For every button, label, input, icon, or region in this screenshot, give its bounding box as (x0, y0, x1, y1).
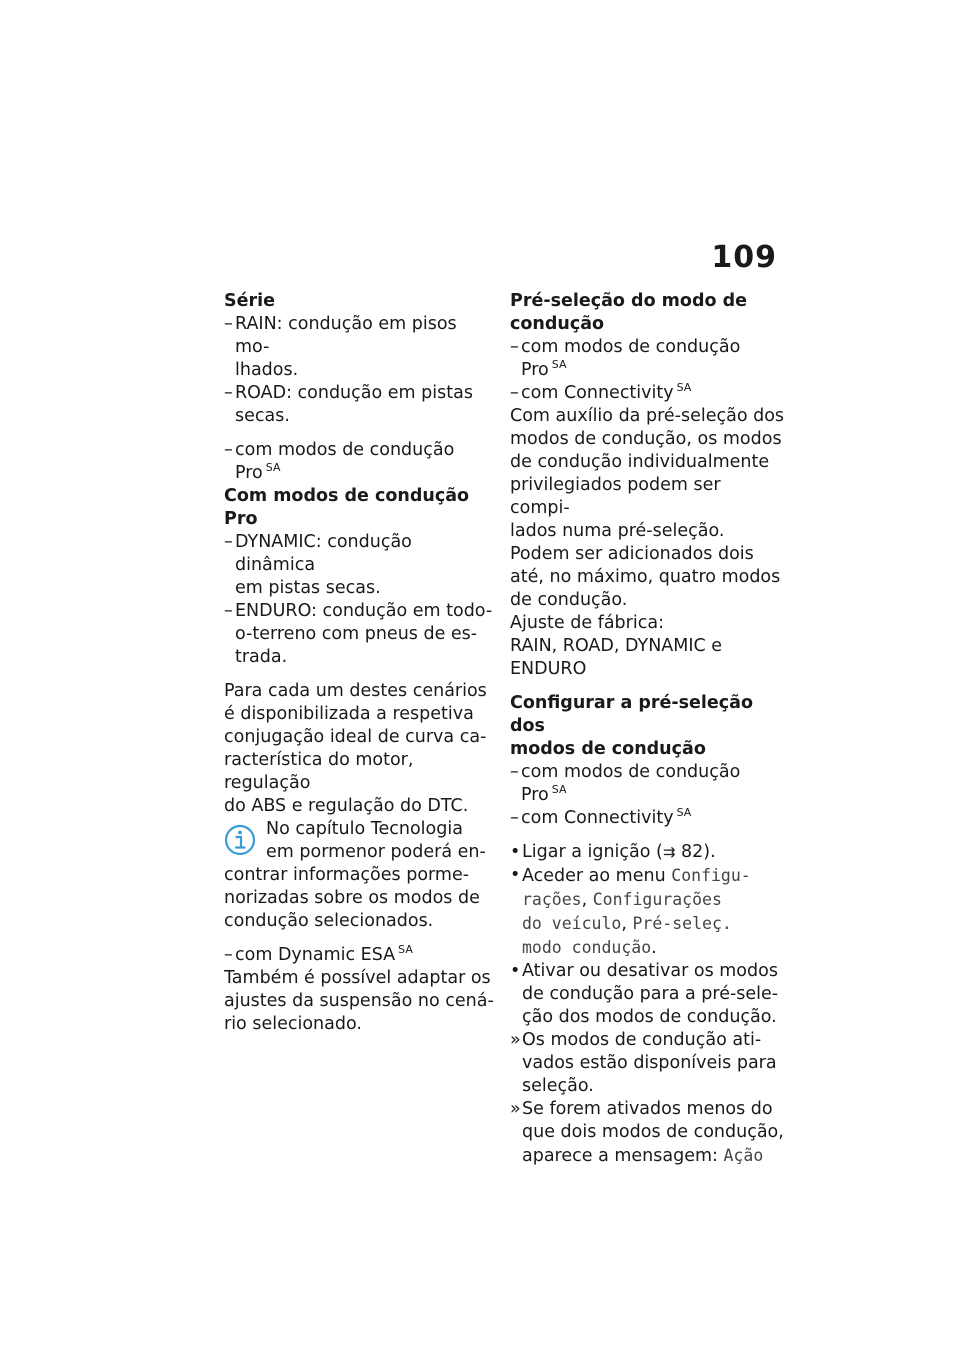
step-menu: • Aceder ao menu Configu- rações, Configurações do veículo, Pré-seleç. modo condução. (510, 865, 751, 958)
list-item-road: – ROAD: condução em pistas secas. (224, 382, 494, 428)
condition-connectivity: – com Connectivity $^{SA}$ (510, 382, 785, 405)
info-icon (224, 824, 256, 856)
menu-path-vehicle-settings: Configurações (592, 890, 722, 909)
bullet-icon: • (510, 865, 521, 885)
page-reference-link[interactable]: 82). (681, 842, 716, 862)
heading-serie: Série (224, 291, 275, 311)
step-ignition: • Ligar a ignição (⇉ 82). (510, 842, 716, 862)
condition-pro: – com modos de condução Pro $^{SA}$ (224, 439, 494, 485)
bullet-icon: • (510, 961, 521, 981)
result-message: » Se forem ativados menos do que dois modos de condução, aparece a mensagem: Ação (510, 1099, 784, 1166)
display-message: Ação (723, 1146, 764, 1165)
list-item-enduro: – ENDURO: condução em todo- o-terreno com pneus de es- trada. (224, 600, 494, 669)
condition-pro: – com modos de condução Pro $^{SA}$ (510, 336, 785, 382)
condition-esa: – com Dynamic ESA $^{SA}$ (224, 944, 494, 967)
sa-superscript: SA (265, 461, 281, 475)
paragraph-preselection: Com auxílio da pré-seleção dos modos de condução, os modos de condução individualmente privilegiados podem ser compi- lados numa pré-seleção. Podem ser adicionados dois até, no máximo, quatro modos de condução. Ajuste de fábrica: RAIN, ROAD, DYNAMIC e ENDURO (510, 406, 785, 679)
list-item-dynamic: – DYNAMIC: condução dinâmica em pistas secas. (224, 531, 494, 600)
page-reference-arrow-icon: ⇉ (662, 843, 676, 861)
info-note: No capítulo Tecnologia em pormenor poderá en- contrar informações porme- norizadas sobre os modos de condução selecionados. (224, 819, 486, 931)
left-column (224, 290, 494, 1036)
result-arrow-icon: » (510, 1030, 521, 1050)
result-arrow-icon: » (510, 1099, 521, 1119)
sa-superscript: SA (676, 381, 692, 395)
condition-connectivity: – com Connectivity $^{SA}$ (510, 807, 785, 830)
heading-pro-modes: Com modos de condução Pro (224, 486, 470, 529)
list-item-rain: – RAIN: condução em pisos mo- lhados. (224, 313, 494, 382)
bullet-icon: • (510, 842, 521, 862)
sa-superscript: SA (551, 783, 567, 797)
right-column (510, 290, 785, 1168)
sa-superscript: SA (551, 358, 567, 372)
menu-path-settings: Configu- (671, 866, 751, 885)
step-activate: • Ativar ou desativar os modos de condução para a pré-sele- ção dos modos de condução. (510, 961, 779, 1027)
heading-preselection: Pré-seleção do modo de condução (510, 291, 747, 334)
menu-path-preselection: Pré-seleç. (632, 914, 732, 933)
paragraph-scenarios: Para cada um destes cenários é disponibilizada a respetiva conjugação ideal de curva ca- racterística do motor, regulação do ABS e regulação do DTC. (224, 681, 487, 816)
heading-configure: Configurar a pré-seleção dos modos de condução (510, 693, 753, 759)
sa-superscript: SA (398, 943, 413, 957)
result-available: » Os modos de condução ati- vados estão disponíveis para seleção. (510, 1030, 777, 1096)
condition-pro: – com modos de condução Pro $^{SA}$ (510, 761, 785, 807)
sa-superscript: SA (676, 806, 692, 820)
page-number: 109 (711, 240, 777, 275)
paragraph-esa: Também é possível adaptar os ajustes da suspensão no cená- rio selecionado. (224, 968, 494, 1034)
